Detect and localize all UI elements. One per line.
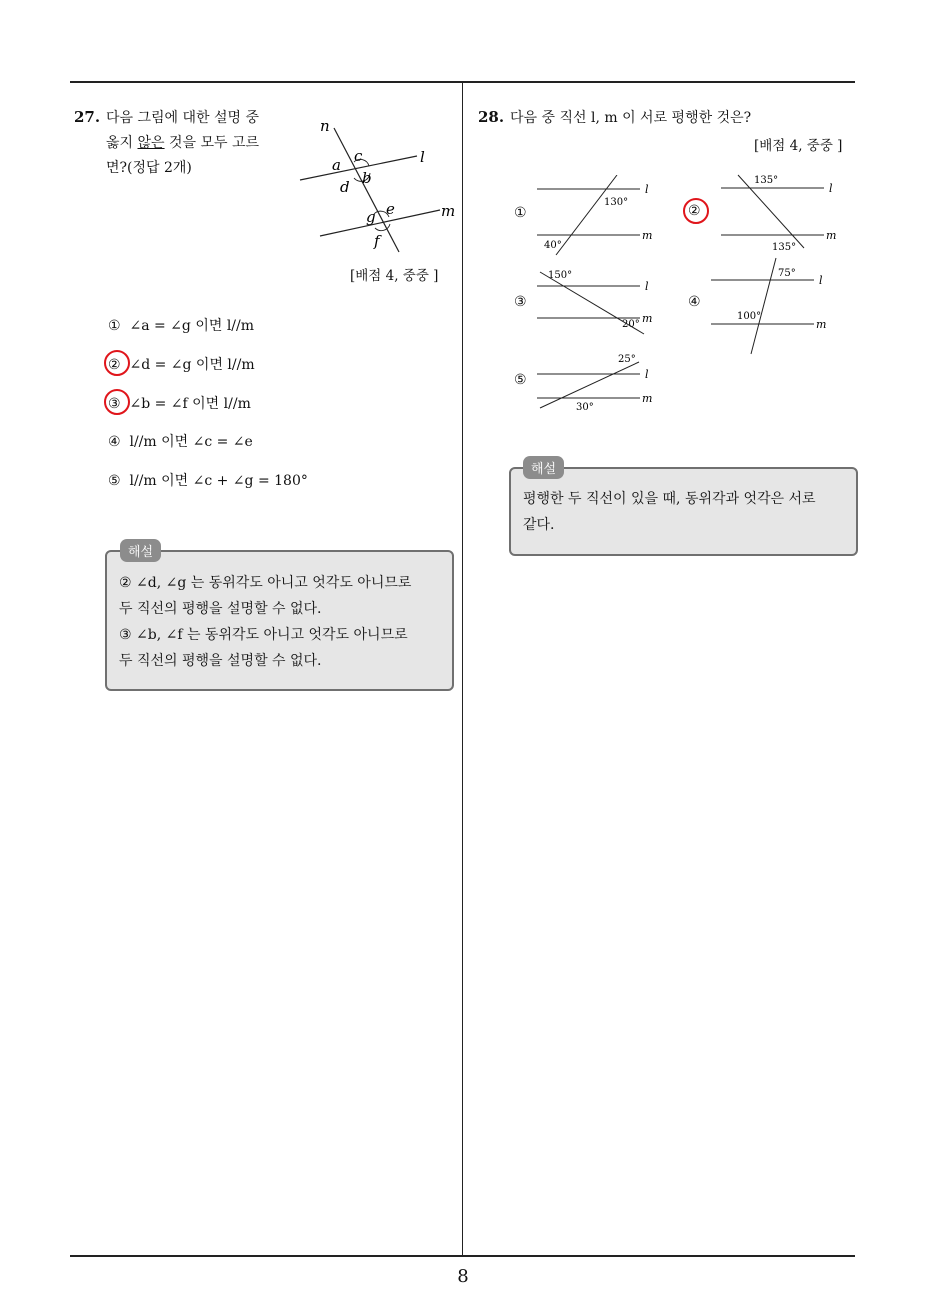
bottom-rule <box>70 1255 855 1257</box>
svg-text:m: m <box>816 318 827 331</box>
svg-text:l: l <box>819 274 823 287</box>
line-m <box>320 210 440 236</box>
q28-option-1-figure <box>532 175 662 260</box>
q27-option-4: ④ l//m 이면 ∠c = ∠e <box>108 434 253 450</box>
svg-text:75°: 75° <box>778 268 796 279</box>
svg-text:150°: 150° <box>548 270 573 281</box>
svg-text:m: m <box>642 312 653 325</box>
answer-mark-circle <box>104 350 130 376</box>
answer-mark-circle <box>104 389 130 415</box>
q28-option-4-num: ④ <box>688 294 701 310</box>
svg-text:l: l <box>829 182 833 195</box>
q28-score: [배점 4, 중중 ] <box>754 138 843 154</box>
svg-text:25°: 25° <box>618 354 636 365</box>
q27-number: 27. <box>74 108 101 126</box>
q27-line3: 면?(정답 2개) <box>106 160 192 176</box>
q28-option-1-num: ① <box>514 205 527 221</box>
q28-option-3-num: ③ <box>514 294 527 310</box>
q28-option-3-figure <box>532 264 662 339</box>
q27-question <box>106 106 259 181</box>
label-n: n <box>320 117 330 135</box>
svg-text:130°: 130° <box>604 197 629 208</box>
svg-text:m: m <box>826 229 837 242</box>
label-c: c <box>354 147 363 165</box>
svg-text:l: l <box>645 183 649 196</box>
label-m: m <box>441 202 456 220</box>
svg-text:l: l <box>645 280 649 293</box>
q28-option-5-num: ⑤ <box>514 372 527 388</box>
answer-mark-circle <box>683 198 709 224</box>
svg-text:m: m <box>642 392 653 405</box>
label-d: d <box>340 178 350 196</box>
svg-text:100°: 100° <box>737 311 762 322</box>
label-l: l <box>420 148 425 166</box>
page-number: 8 <box>457 1266 469 1287</box>
q27-option-5: ⑤ l//m 이면 ∠c + ∠g = 180° <box>108 473 308 489</box>
q27-score: [배점 4, 중중 ] <box>350 268 439 284</box>
label-a: a <box>332 156 341 174</box>
q28-number: 28. <box>478 108 505 126</box>
q28-explanation-tag: 해설 <box>523 456 564 479</box>
svg-text:20°: 20° <box>622 319 640 330</box>
svg-text:l: l <box>645 368 649 381</box>
q27-explanation-text: ② ∠d, ∠g 는 동위각도 아니고 엇각도 아니므로 두 직선의 평행을 설명할 수 없다. ③ ∠b, ∠f 는 동위각도 아니고 엇각도 아니므로 두 직선의 평행을 설명할 수 없다. <box>119 575 412 669</box>
q27-option-3: ③ ∠b = ∠f 이면 l//m <box>108 396 251 412</box>
q27-figure <box>292 110 462 255</box>
label-g: g <box>366 208 376 226</box>
q28-explanation-text: 평행한 두 직선이 있을 때, 동위각과 엇각은 서로 같다. <box>523 491 816 533</box>
label-e: e <box>386 200 395 218</box>
q27-option-2: ② ∠d = ∠g 이면 l//m <box>108 357 255 373</box>
svg-text:135°: 135° <box>772 242 797 253</box>
q28-question: 다음 중 직선 l, m 이 서로 평행한 것은? <box>510 110 752 126</box>
q27-explanation-tag: 해설 <box>120 539 161 562</box>
q28-option-2-figure <box>716 170 846 255</box>
q28-option-4-figure <box>706 256 836 356</box>
column-divider <box>462 83 463 1256</box>
q27-line2: 옳지 않은 것을 모두 고르 <box>106 135 260 151</box>
svg-text:40°: 40° <box>544 240 562 251</box>
q27-line1: 다음 그림에 대한 설명 중 <box>106 110 260 126</box>
q28-option-5-figure <box>532 350 662 415</box>
svg-text:135°: 135° <box>754 175 779 186</box>
label-b: b <box>362 169 372 187</box>
svg-text:m: m <box>642 229 653 242</box>
svg-text:30°: 30° <box>576 402 594 413</box>
q28-option-2-num: ② <box>688 203 701 219</box>
label-f: f <box>374 232 380 250</box>
q27-option-1: ① ∠a = ∠g 이면 l//m <box>108 318 255 334</box>
